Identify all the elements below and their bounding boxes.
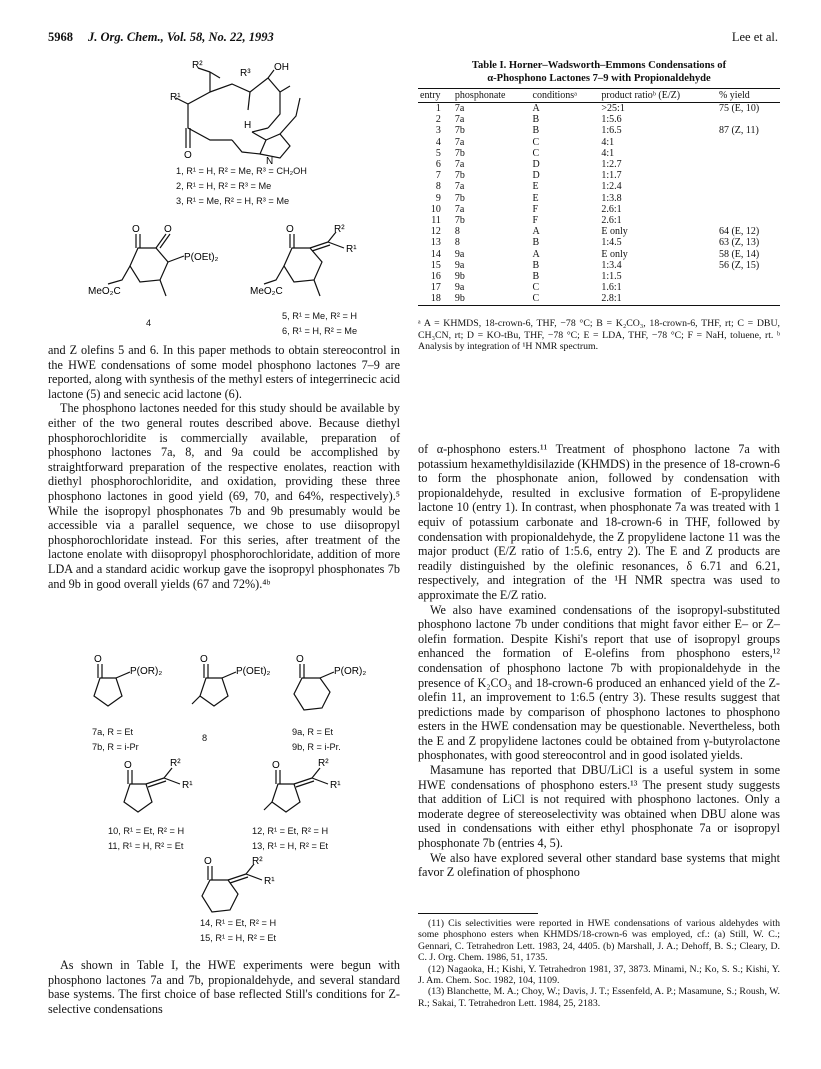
label-9-POR2: P(OR)₂	[334, 666, 367, 677]
table-cell: A	[532, 103, 540, 114]
table-cell: E only	[601, 248, 628, 260]
label-10-O: O	[124, 760, 132, 771]
paragraph-left-1: and Z olefins 5 and 6. In this paper methods to obtain stereocontrol in the HWE condensations of some model phosphono lactones 7–9 are reported, along with synthesis of the methyl esters of integerrinecic acid lactone (5) and senecic acid lactone (6).	[48, 343, 400, 401]
label-compound-7b: 7b, R = i-Pr	[92, 742, 139, 752]
table-cell: 2.6:1	[601, 203, 622, 215]
table-cell: 2.6:1	[601, 215, 622, 227]
table-row	[418, 282, 780, 293]
table-cell: 9b	[453, 293, 531, 305]
table-row	[418, 193, 780, 204]
label-14-R2: R²	[252, 856, 263, 867]
table-footnote: ᵃ A = KHMDS, 18-crown-6, THF, −78 °C; B = K₂CO₃, 18-crown-6, THF, rt; C = DBU, CH₃CN, rt; D = KO-tBu, THF, −78 °C; E = LDA, THF, −78 °C; F = NaH, toluene, rt. ᵇ Analysis by integration of ¹H NMR spectrum.	[418, 318, 780, 353]
table-cell: 16	[430, 271, 441, 283]
table-cell: 6	[435, 159, 441, 171]
page-number: 5968	[48, 30, 73, 44]
running-header	[48, 30, 778, 50]
table-cell: 2	[435, 114, 441, 126]
label-5-MeO2C: MeO₂C	[250, 286, 283, 297]
label-7-O: O	[94, 654, 102, 665]
label-4-O2: O	[164, 224, 172, 235]
table-cell: 15	[430, 259, 441, 271]
table-cell: 9a	[454, 248, 465, 260]
table-cell: E	[532, 181, 539, 193]
label-compound-7a: 7a, R = Et	[92, 727, 134, 737]
label-4-O1: O	[132, 224, 140, 235]
table-caption-line-1: Table I. Horner–Wadsworth–Emmons Condensations of	[471, 60, 727, 71]
label-5-R1: R¹	[346, 244, 357, 255]
label-compound-13: 13, R¹ = H, R² = Et	[252, 841, 329, 851]
table-cell	[717, 159, 780, 170]
table-caption	[418, 60, 780, 85]
table-cell	[717, 293, 780, 305]
table-cell: 8	[454, 226, 460, 238]
table-cell: 9a	[454, 282, 465, 294]
table-row	[418, 181, 780, 192]
structure-products-14-15	[188, 856, 308, 918]
table-cell: D	[532, 170, 540, 182]
table-cell: 1:3.8	[601, 192, 622, 204]
paragraph-left-2: The phosphono lactones needed for this study should be available by either of the two general routes described above. Because diethyl phosphorochloridite is commercially available, preparation of phosphono lactones 7a, 8, and 9a could be accomplished by straightforward preparation of the respective enolates, reaction with diethyl phosphorochloridite, and oxidation, providing these three phosphono lactones in good yield (69, 70, and 64%, respectively).⁵ While the isopropyl phosphonates 7b and 9b presumably would be accessible via a parallel sequence, we chose to use diisopropyl phosphorochloridate instead. For this series, after treatment of the lactone enolate with diisopropyl phosphorochloridate, addition of more LDA and a standard acidic workup gave the isopropyl phosphonates 7b and 9b in good overall yields (67 and 72%).⁴ᵇ	[48, 401, 400, 591]
table-cell: A	[532, 248, 540, 260]
table-cell: 4:1	[601, 136, 615, 148]
label-O: O	[184, 150, 192, 161]
table-cell: 11	[431, 215, 441, 227]
label-compound-9b: 9b, R = i-Pr.	[292, 742, 341, 752]
table-cell: 3	[435, 125, 441, 137]
table-cell: E	[532, 192, 539, 204]
label-R2: R²	[192, 60, 203, 71]
label-compound-4: 4	[146, 318, 152, 328]
label-compound-12: 12, R¹ = Et, R² = H	[252, 826, 329, 836]
table-cell: 7	[435, 170, 441, 182]
table-cell: C	[532, 136, 540, 148]
table-cell: >25:1	[601, 103, 625, 114]
table-cell: 12	[430, 226, 441, 238]
table-cell: 1:6.5	[601, 125, 622, 137]
right-column-text	[418, 442, 780, 880]
table-row	[418, 215, 780, 226]
table-cell: 7a	[454, 136, 465, 148]
table-cell: B	[532, 125, 540, 137]
table-row	[418, 159, 780, 170]
label-14-R1: R¹	[264, 876, 275, 887]
label-H: H	[244, 120, 252, 131]
table-body	[418, 103, 780, 306]
table-cell: 1.6:1	[601, 282, 622, 294]
table-cell: 1:2.4	[601, 181, 622, 193]
footnote-11: (11) Cis selectivities were reported in HWE condensations of various aldehydes with some phosphono esters when KHMDS/18-crown-6 was employed, cf.: (a) Still, W. C.; Gennari, C. Tetrahedron Lett. 1983, 24, 4405. (b) Marshall, J. A.; Dehoff, B. S.; Cleary, D. C. J. Org. Chem. 1986, 51, 1735.	[418, 918, 780, 964]
running-authors: Lee et al.	[731, 30, 778, 44]
table-cell	[717, 215, 780, 226]
table-cell: 2.8:1	[599, 293, 717, 305]
table-row	[418, 237, 780, 248]
paragraph-right-2: We also have examined condensations of the isopropyl-substituted phosphono lactone 7b under conditions that might favor either E– or Z–olefin formation. Despite Kishi's report that use of isopropyl groups enhanced the formation of E-olefins from phosphono esters,¹² condensation of phosphono lactone 7b with propionaldehyde in the presence of K₂CO₃ and 18-crown-6 produced an enhanced yield of the Z-olefin 11, an improvement to 1:6.5 (entry 3). These results suggest that predictions made by comparison of phosphono lactones to phosphono esters in the HWE condensation may be questionable. Nevertheless, both the E and Z propylidene lactones could be obtained from γ-butyrolactone phosphonates, with good stereocontrol and in good isolated yields.	[418, 602, 780, 763]
table-header-cell: entry	[418, 89, 453, 103]
table-cell: B	[532, 114, 540, 126]
label-compound-1: 1, R¹ = H, R² = Me, R³ = CH₂OH	[176, 166, 307, 176]
table-row	[418, 170, 780, 181]
table-row	[418, 226, 780, 237]
table-cell	[717, 170, 780, 181]
table-row	[418, 293, 780, 305]
table-cell	[717, 148, 780, 159]
label-4-POEt2: P(OEt)₂	[184, 252, 219, 263]
table-cell	[717, 114, 780, 125]
label-8-POEt2: P(OEt)₂	[236, 666, 271, 677]
paragraph-right-1: of α-phosphono esters.¹¹ Treatment of phosphono lactone 7a with potassium hexamethyldisilazide (KHMDS) in the presence of 18-crown-6 to form the phosphonate anion, followed by condensation with propionaldehyde, resulted in exclusive formation of E-propylidene lactone 10 (entry 1). In contrast, when phosphonate 7a was treated with 1 equiv of potassium carbonate and 18-crown-6 in THF, followed by condensation with propionaldehyde, the Z propylidene lactone 11 was the major product (E/Z ratio of 1:5.6, entry 2). The E and Z products are readily distinguished by the olefinic resonances, δ 6.71 and 6.21, respectively, and integration of the ¹H NMR spectra was used to approximate the E/Z ratio.	[418, 442, 780, 602]
table-cell: 7a	[454, 103, 465, 114]
table-cell: B	[532, 259, 540, 271]
table-row	[418, 148, 780, 159]
table-row	[418, 137, 780, 148]
label-8-O: O	[200, 654, 208, 665]
table-cell: 5	[435, 147, 441, 159]
table-header-cell: conditionsᵃ	[531, 89, 600, 103]
label-9-O: O	[296, 654, 304, 665]
table-cell: F	[532, 215, 539, 227]
paragraph-left-3: As shown in Table I, the HWE experiments were begun with phosphono lactones 7a and 7b, propionaldehyde, and several standard base systems. The first choice of base reflected Still's conditions for Z-selective condensations	[48, 958, 400, 1016]
table-cell: D	[532, 159, 540, 171]
table-row	[418, 271, 780, 282]
table-cell: 7a	[454, 203, 465, 215]
label-compound-5: 5, R¹ = Me, R² = H	[282, 311, 358, 321]
table-cell: C	[532, 282, 540, 294]
table-cell: 13	[430, 237, 441, 249]
label-compound-14: 14, R¹ = Et, R² = H	[200, 918, 277, 928]
table-cell: 8	[454, 237, 460, 249]
left-column-text-bottom	[48, 958, 400, 1016]
table-cell: E only	[601, 226, 628, 238]
table-row	[418, 260, 780, 271]
table-row	[418, 204, 780, 215]
table-cell: 7a	[454, 159, 465, 171]
table-row	[418, 125, 780, 136]
left-column-text-top	[48, 343, 400, 591]
table-cell: 63 (Z, 13)	[718, 237, 760, 249]
table-cell: 58 (E, 14)	[718, 248, 760, 260]
table-cell: 1:2.7	[601, 159, 622, 171]
table-cell	[717, 193, 780, 204]
footnote-13: (13) Blanchette, M. A.; Choy, W.; Davis, J. T.; Essenfeld, A. P.; Masamune, S.; Roush, W. R.; Sakai, T. Tetrahedron Lett. 1984, 25, 2183.	[418, 986, 780, 1009]
label-12-O: O	[272, 760, 280, 771]
paragraph-right-4: We also have explored several other standard base systems that might favor Z olefination of phosphono	[418, 850, 780, 880]
table-cell: 7a	[454, 114, 465, 126]
label-compound-10: 10, R¹ = Et, R² = H	[108, 826, 185, 836]
table-cell	[717, 282, 780, 293]
table-cell: C	[531, 293, 600, 305]
footnotes	[418, 918, 780, 1009]
table-cell: 7b	[454, 147, 465, 159]
table-caption-line-2: α-Phosphono Lactones 7–9 with Propionaldehyde	[487, 72, 711, 84]
structure-compound-5-6	[250, 222, 390, 306]
structure-phosphonates-7-8-9	[80, 652, 390, 724]
table-cell	[717, 204, 780, 215]
label-5-O: O	[286, 224, 294, 235]
table-cell: 7b	[454, 125, 465, 137]
table-cell: 7a	[454, 181, 465, 193]
table-header-cell: phosphonate	[453, 89, 531, 103]
table-cell: 4	[435, 136, 441, 148]
label-compound-3: 3, R¹ = Me, R² = H, R³ = Me	[176, 196, 290, 206]
label-compound-2: 2, R¹ = H, R² = R³ = Me	[176, 181, 272, 191]
table-cell: 56 (Z, 15)	[718, 259, 760, 271]
table-cell: 17	[430, 282, 441, 294]
footnote-rule	[418, 913, 538, 914]
table-cell	[717, 181, 780, 192]
table-cell: 4:1	[601, 147, 615, 159]
table-cell: F	[532, 203, 539, 215]
label-N: N	[266, 156, 274, 166]
label-compound-6: 6, R¹ = H, R² = Me	[282, 326, 358, 336]
table-cell: 7b	[454, 170, 465, 182]
table-hwe-condensations	[418, 88, 780, 306]
table-cell: 8	[435, 181, 441, 193]
table-cell: 1	[435, 103, 441, 114]
label-7-POR2: P(OR)₂	[130, 666, 163, 677]
table-cell	[717, 271, 780, 282]
label-R1: R¹	[170, 92, 181, 103]
table-cell: 7b	[454, 192, 465, 204]
label-compound-11: 11, R¹ = H, R² = Et	[108, 841, 184, 851]
table-cell: 9b	[454, 271, 465, 283]
journal-citation: J. Org. Chem., Vol. 58, No. 22, 1993	[88, 30, 274, 44]
table-cell: 1:5.6	[601, 114, 622, 126]
structure-products-10-13	[110, 756, 380, 824]
table-cell: B	[532, 271, 540, 283]
table-header-cell: % yield	[717, 89, 780, 103]
label-14-O: O	[204, 856, 212, 867]
label-5-R2: R²	[334, 224, 345, 235]
label-OH: OH	[274, 62, 289, 73]
table-cell: 1:4.5	[601, 237, 622, 249]
table-cell: 7b	[454, 215, 465, 227]
label-4-MeO2C: MeO₂C	[88, 286, 121, 297]
paragraph-right-3: Masamune has reported that DBU/LiCl is a useful system in some HWE condensations of phosphono esters.¹³ The present study suggests that addition of LiCl is not required with phosphono lactones. Only a moderate degree of stereoselectivity was obtained when DBU alone was used in condensations with either ethyl phosphonate 7a or isopropyl phosphonate 7b (entries 4, 5).	[418, 763, 780, 851]
table-cell: 1:1.5	[601, 271, 622, 283]
label-10-R1: R¹	[182, 780, 193, 791]
table-cell: A	[532, 226, 540, 238]
table-cell: 10	[430, 203, 441, 215]
label-compound-9a: 9a, R = Et	[292, 727, 334, 737]
label-R3: R³	[240, 68, 251, 79]
structure-macrocycle-1-3	[140, 56, 350, 166]
label-10-R2: R²	[170, 758, 181, 769]
table-row	[418, 103, 780, 115]
table-cell: 9a	[454, 259, 465, 271]
table-cell: B	[532, 237, 540, 249]
table-cell: 75 (E, 10)	[718, 103, 760, 114]
structure-compound-4	[88, 222, 238, 306]
table-cell: 1:3.4	[601, 259, 622, 271]
table-cell: 18	[418, 293, 453, 305]
table-cell: C	[532, 147, 540, 159]
label-12-R1: R¹	[330, 780, 341, 791]
table-cell: 14	[430, 248, 441, 260]
table-header-cell: product ratioᵇ (E/Z)	[599, 89, 717, 103]
table-cell: 87 (Z, 11)	[718, 125, 759, 137]
table-cell: 9	[435, 192, 441, 204]
label-compound-8: 8	[202, 733, 208, 743]
table-row	[418, 249, 780, 260]
table-cell: 64 (E, 12)	[718, 226, 760, 238]
table-cell	[717, 137, 780, 148]
label-compound-15: 15, R¹ = H, R² = Et	[200, 933, 277, 943]
table-cell: 1:1.7	[601, 170, 622, 182]
table-row	[418, 114, 780, 125]
footnote-12: (12) Nagaoka, H.; Kishi, Y. Tetrahedron 1981, 37, 3873. Minami, N.; Ko, S. S.; Kishi, Y. J. Am. Chem. Soc. 1982, 104, 1109.	[418, 963, 780, 987]
label-12-R2: R²	[318, 758, 329, 769]
table-header-row	[418, 89, 780, 103]
